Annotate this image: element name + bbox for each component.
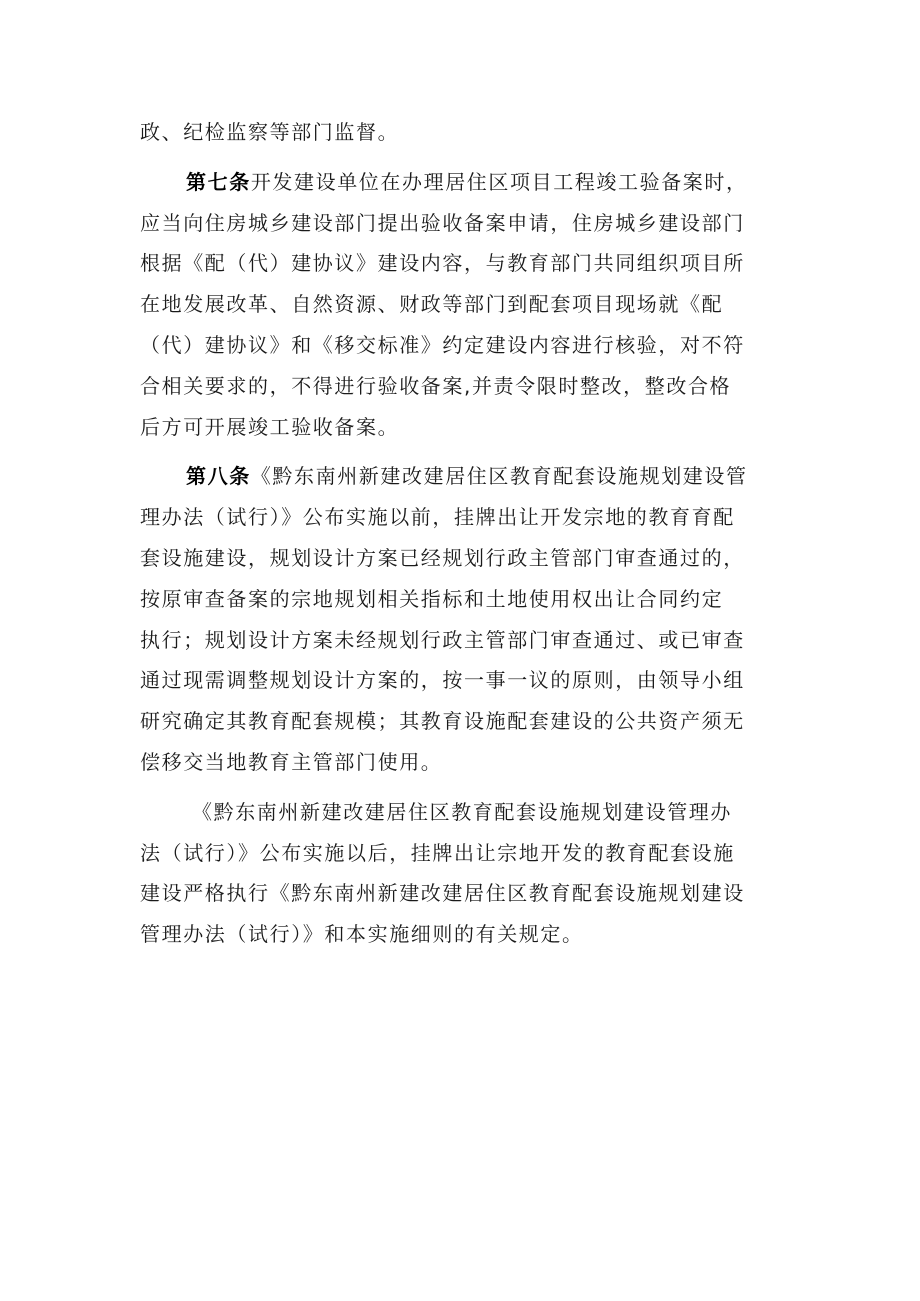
paragraph-line: 应当向住房城乡建设部门提出验收备案申请，住房城乡建设部门: [140, 210, 745, 235]
paragraph-line: 后方可开展竣工验收备案。: [140, 414, 400, 439]
paragraph-line: 管理办法（试行）》和本实施细则的有关规定。: [140, 922, 584, 947]
paragraph-line: 按原审查备案的宗地规划相关指标和土地使用权出让合同约定: [140, 586, 724, 611]
paragraph-line: 建设严格执行《黔东南州新建改建居住区教育配套设施规划建设: [140, 881, 745, 906]
article-title: 第七条: [186, 169, 251, 194]
paragraph-line: 套设施建设，规划设计方案已经规划行政主管部门审查通过的，: [140, 545, 745, 570]
paragraph-line: （代）建协议》和《移交标准》约定建设内容进行核验，对不符: [140, 332, 745, 357]
document-body: [140, 112, 786, 955]
paragraph-line: 理办法（试行）》公布实施以前，挂牌出让开发宗地的教育育配: [140, 505, 735, 530]
paragraph-line: 政、纪检监察等部门监督。: [140, 120, 400, 144]
paragraph-gap: [140, 447, 786, 456]
paragraph-line: 根据《配（代）建协议》建设内容，与教育部门共同组织项目所: [140, 251, 745, 276]
paragraph-line: 偿移交当地教育主管部门使用。: [140, 749, 443, 774]
paragraph-line: 通过现需调整规划设计方案的，按一事一议的原则，由领导小组: [140, 668, 745, 693]
paragraph-text: 《黔东南州新建改建居住区教育配套设施规划建设管: [250, 464, 748, 489]
paragraph-line: 在地发展改革、自然资源、财政等部门到配套项目现场就《配: [140, 292, 724, 317]
paragraph-line: [140, 162, 786, 203]
paragraph-line: 执行；规划设计方案未经规划行政主管部门审查通过、或已审查: [140, 627, 745, 652]
paragraph-gap: [140, 153, 786, 162]
paragraph-text: 开发建设单位在办理居住区项目工程竣工验备案时，: [250, 169, 748, 194]
paragraph-line: 合相关要求的，不得进行验收备案,并责令限时整改，整改合格: [140, 373, 732, 398]
paragraph-line: 法（试行）》公布实施以后，挂牌出让宗地开发的教育配套设施: [140, 840, 735, 865]
article-title: 第八条: [186, 464, 251, 489]
paragraph-line: [140, 456, 786, 497]
paragraph-line: 《黔东南州新建改建居住区教育配套设施规划建设管理办: [192, 799, 732, 824]
paragraph-line: 研究确定其教育配套规模；其教育设施配套建设的公共资产须无: [140, 709, 745, 734]
paragraph-gap: [140, 783, 786, 792]
